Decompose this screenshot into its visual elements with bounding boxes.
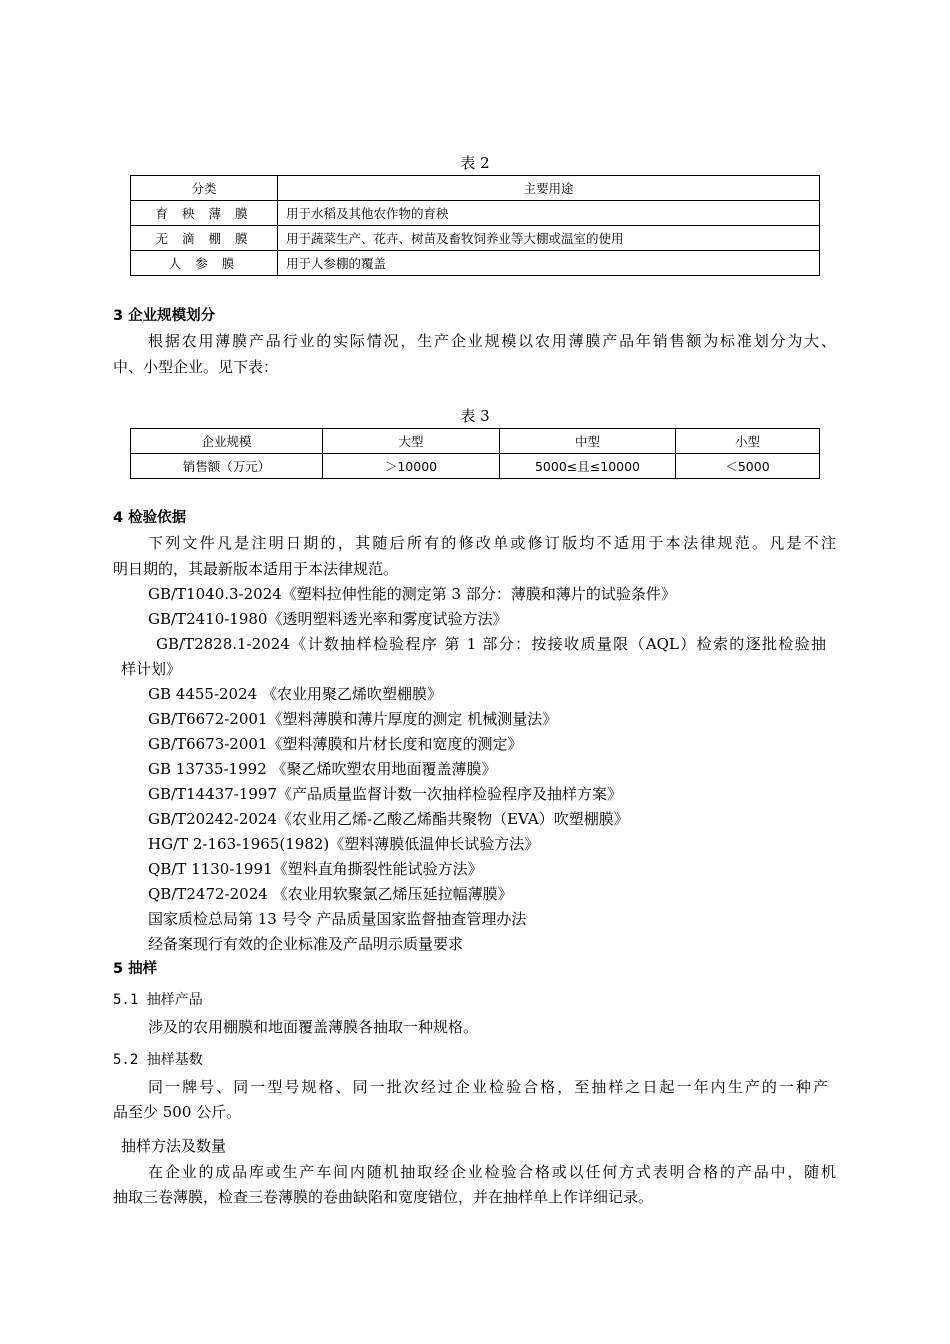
table-header-row [131, 176, 820, 201]
table-cell: 无 滴 棚 膜 [131, 226, 278, 251]
reference-item: GB/T6672-2001《塑料薄膜和薄片厚度的测定 机械测量法》 [148, 710, 558, 728]
reference-item: QB/T 1130-1991《塑料直角撕裂性能试验方法》 [148, 860, 483, 878]
table-header-cell: 分类 [131, 176, 278, 201]
table3-caption: 表 3 [460, 407, 490, 425]
section4-paragraph-line: 下列文件凡是注明日期的，其随后所有的修改单或修订版均不适用于本法律规范。凡是不注 [148, 534, 836, 552]
reference-item: GB/T6673-2001《塑料薄膜和片材长度和宽度的测定》 [148, 735, 523, 753]
section5-heading: 5 抽样 [113, 961, 158, 977]
reference-item: GB/T2410-1980《透明塑料透光率和雾度试验方法》 [148, 610, 508, 628]
table3 [130, 428, 820, 479]
reference-item: GB/T20242-2024《农业用乙烯-乙酸乙烯酯共聚物（EVA）吹塑棚膜》 [148, 810, 629, 828]
section4-heading: 4 检验依据 [113, 510, 187, 526]
table-header-cell: 中型 [500, 429, 676, 454]
table-cell: ＞10000 [323, 454, 500, 479]
table-cell: 用于水稻及其他农作物的育秧 [278, 201, 820, 226]
reference-item: GB 13735-1992 《聚乙烯吹塑农用地面覆盖薄膜》 [148, 760, 497, 778]
section5-1-title: 5.1 抽样产品 [113, 992, 203, 1008]
reference-item-continued: 样计划》 [121, 660, 182, 678]
reference-item: QB/T2472-2024 《农业用软聚氯乙烯压延拉幅薄膜》 [148, 885, 513, 903]
table-cell: 用于人参棚的覆盖 [278, 251, 820, 276]
section4-paragraph-line: 明日期的，其最新版本适用于本法律规范。 [113, 560, 399, 578]
section5-3-title: 抽样方法及数量 [121, 1137, 227, 1155]
table-header-cell: 企业规模 [131, 429, 323, 454]
section3-paragraph-line: 中、小型企业。见下表： [113, 358, 279, 376]
table-cell: 5000≤且≤10000 [500, 454, 676, 479]
table-cell: ＜5000 [676, 454, 820, 479]
section5-1-text: 涉及的农用棚膜和地面覆盖薄膜各抽取一种规格。 [148, 1018, 479, 1036]
table-header-cell: 小型 [676, 429, 820, 454]
table2-caption: 表 2 [460, 154, 490, 172]
table-cell: 销售额（万元） [131, 454, 323, 479]
table2 [130, 175, 820, 276]
reference-item: 经备案现行有效的企业标准及产品明示质量要求 [148, 935, 464, 953]
table-header-row [131, 429, 820, 454]
section5-2-text-line: 品至少 500 公斤。 [113, 1103, 242, 1121]
table-cell: 育 秧 薄 膜 [131, 201, 278, 226]
reference-item: GB/T14437-1997《产品质量监督计数一次抽样检验程序及抽样方案》 [148, 785, 623, 803]
table-row [131, 454, 820, 479]
table-row [131, 201, 820, 226]
table-header-cell: 大型 [323, 429, 500, 454]
section5-2-text-line: 同一牌号、同一型号规格、同一批次经过企业检验合格，至抽样之日起一年内生产的一种产 [148, 1078, 828, 1096]
reference-item: GB/T2828.1-2024《计数抽样检验程序 第 1 部分：按接收质量限（AQL）检索的逐批检验抽 [156, 635, 826, 653]
table-cell: 用于蔬菜生产、花卉、树苗及畜牧饲养业等大棚或温室的使用 [278, 226, 820, 251]
section3-heading: 3 企业规模划分 [113, 308, 216, 324]
section3-paragraph-line: 根据农用薄膜产品行业的实际情况，生产企业规模以农用薄膜产品年销售额为标准划分为大、 [148, 332, 836, 350]
section5-3-text-line: 在企业的成品库或生产车间内随机抽取经企业检验合格或以任何方式表明合格的产品中，随机 [148, 1163, 836, 1181]
table-row [131, 226, 820, 251]
section5-2-title: 5.2 抽样基数 [113, 1052, 203, 1068]
reference-item: GB 4455-2024 《农业用聚乙烯吹塑棚膜》 [148, 685, 442, 703]
reference-item: HG/T 2-163-1965(1982)《塑料薄膜低温伸长试验方法》 [148, 835, 540, 853]
table-cell: 人 参 膜 [131, 251, 278, 276]
reference-item: GB/T1040.3-2024《塑料拉伸性能的测定第 3 部分：薄膜和薄片的试验条件》 [148, 585, 676, 603]
reference-item: 国家质检总局第 13 号令 产品质量国家监督抽查管理办法 [148, 910, 527, 928]
table-header-cell: 主要用途 [278, 176, 820, 201]
section5-3-text-line: 抽取三卷薄膜，检查三卷薄膜的卷曲缺陷和宽度错位，并在抽样单上作详细记录。 [113, 1188, 654, 1206]
table-row [131, 251, 820, 276]
